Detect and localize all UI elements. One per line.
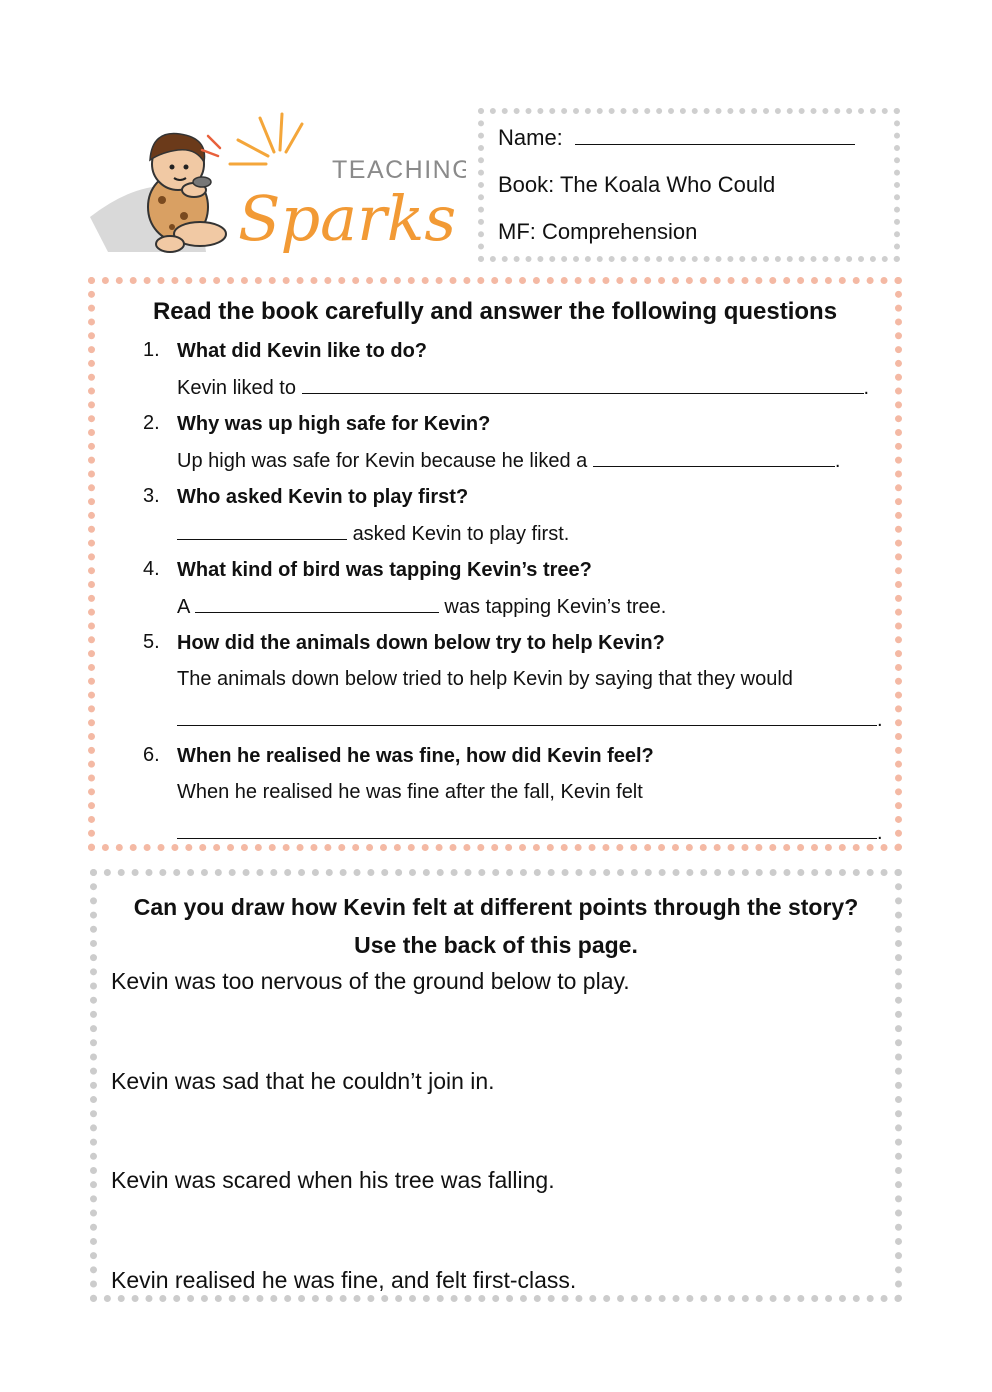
question-item-5: [115, 631, 883, 732]
answer-suffix: asked Kevin to play first.: [352, 523, 570, 545]
teaching-sparks-logo: [88, 112, 466, 257]
answer-suffix: was tapping Kevin’s tree.: [444, 596, 667, 618]
answer-line: [177, 820, 883, 845]
question-number: 2.: [143, 412, 160, 434]
drawing-section: [90, 869, 902, 1302]
answer-blank[interactable]: [195, 594, 439, 613]
logo-text-sparks: Sparks: [238, 182, 457, 255]
name-input-line[interactable]: [575, 126, 855, 145]
student-info-box: [478, 108, 900, 262]
question-text: How did the animals down below try to help Kevin?: [177, 632, 665, 654]
answer-line: [177, 707, 883, 732]
answer-prefix: Up high was safe for Kevin because he liked a: [177, 450, 588, 472]
question-text: What did Kevin like to do?: [177, 340, 427, 362]
answer-blank[interactable]: [302, 375, 864, 394]
question-text: Who asked Kevin to play first?: [177, 486, 469, 508]
answer-prefix: Kevin liked to: [177, 377, 296, 399]
feeling-prompt-4: Kevin realised he was fine, and felt first-class.: [111, 1267, 577, 1293]
feeling-prompt-2: Kevin was sad that he couldn’t join in.: [111, 1068, 495, 1094]
questions-section: [88, 277, 902, 851]
logo-text-teaching: TEACHING: [332, 156, 466, 184]
drawing-heading-line1: Can you draw how Kevin felt at different points through the story?: [133, 894, 859, 920]
answer-line: [177, 448, 875, 473]
feeling-prompt-1: Kevin was too nervous of the ground below to play.: [111, 968, 630, 994]
question-number: 4.: [143, 558, 160, 580]
name-row: [498, 126, 880, 149]
questions-heading: Read the book carefully and answer the following questions: [152, 298, 838, 325]
name-label: Name:: [498, 125, 563, 150]
answer-blank[interactable]: [177, 521, 347, 540]
question-number: 3.: [143, 485, 160, 507]
answer-prefix: A: [177, 596, 190, 618]
answer-suffix: .: [834, 450, 841, 472]
question-number: 1.: [143, 339, 160, 361]
question-text: Why was up high safe for Kevin?: [177, 413, 491, 435]
question-number: 5.: [143, 631, 160, 653]
answer-blank[interactable]: [177, 820, 877, 839]
answer-prompt: The animals down below tried to help Kevin by saying that they would: [177, 668, 793, 690]
answer-line: [177, 375, 875, 400]
question-text: What kind of bird was tapping Kevin’s tree?: [177, 559, 592, 581]
question-item-2: [115, 412, 875, 473]
answer-line: [177, 521, 875, 546]
drawing-heading-line2: Use the back of this page.: [354, 932, 638, 958]
question-number: 6.: [143, 744, 160, 766]
book-row: Book: The Koala Who Could: [498, 172, 776, 197]
answer-blank[interactable]: [177, 707, 877, 726]
logo-graphic: [88, 112, 466, 257]
question-text: When he realised he was fine, how did Kevin feel?: [177, 745, 654, 767]
answer-prompt: When he realised he was fine after the fall, Kevin felt: [177, 781, 643, 803]
answer-suffix: .: [877, 822, 883, 844]
mf-row: MF: Comprehension: [498, 219, 698, 244]
answer-line: [177, 594, 875, 619]
answer-blank[interactable]: [593, 448, 835, 467]
question-item-4: [115, 558, 875, 619]
question-item-3: [115, 485, 875, 546]
question-item-1: [115, 339, 875, 400]
question-item-6: [115, 744, 883, 845]
answer-suffix: .: [863, 377, 870, 399]
feeling-prompt-3: Kevin was scared when his tree was falling.: [111, 1167, 555, 1193]
answer-suffix: .: [877, 709, 883, 731]
